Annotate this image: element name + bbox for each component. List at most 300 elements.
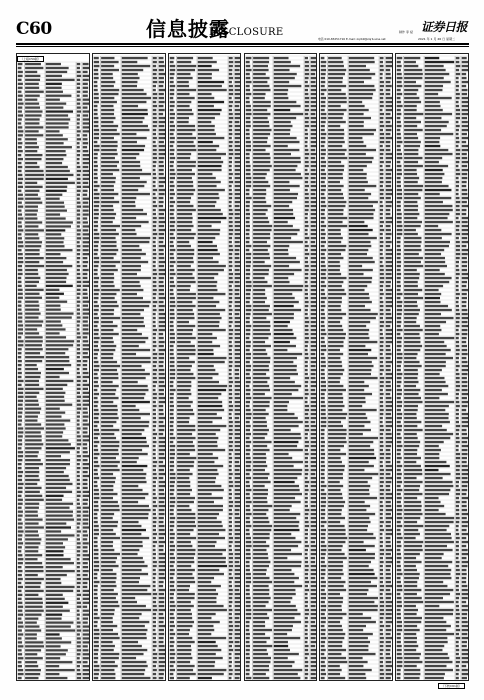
table-cell-text <box>304 553 307 555</box>
table-cell-text <box>159 525 165 527</box>
table-cell-text <box>328 281 343 283</box>
table-cell-text <box>234 253 239 255</box>
table-cell-text <box>321 221 325 223</box>
table-cell-text <box>253 557 268 559</box>
table-cell-text <box>304 253 308 255</box>
table-cell-text <box>228 145 232 147</box>
table-cell-text <box>397 185 401 187</box>
table-cell-text <box>169 61 173 63</box>
table-cell-text <box>94 89 98 91</box>
table-cell-text <box>153 597 157 599</box>
table-cell-text <box>169 557 174 559</box>
table-cell-text <box>77 610 80 612</box>
table-cell-text <box>349 485 370 487</box>
page-header <box>0 0 484 46</box>
table-cell-text <box>304 97 308 99</box>
table-cell-text <box>177 205 193 207</box>
table-cell-text <box>177 469 190 471</box>
table-cell-text <box>197 85 221 87</box>
table-cell-text <box>310 385 317 387</box>
table-cell-text <box>253 637 270 639</box>
table-cell-text <box>25 665 38 667</box>
table-cell-text <box>310 509 316 511</box>
table-cell-text <box>380 85 384 87</box>
table-cell-text <box>153 517 157 519</box>
table-cell-text <box>153 241 156 243</box>
table-cell-text <box>177 505 189 507</box>
table-cell-text <box>122 293 137 295</box>
table-cell-text <box>349 465 374 467</box>
table-cell-text <box>234 189 240 191</box>
table-cell-text <box>177 265 191 267</box>
table-cell-text <box>77 122 80 124</box>
table-cell-text <box>321 329 325 331</box>
table-cell-text <box>153 209 156 211</box>
table-cell-text <box>169 337 174 339</box>
table-cell-text <box>234 181 241 183</box>
table-cell-text <box>310 417 317 419</box>
table-cell-text <box>273 309 300 311</box>
table-cell-text <box>228 173 232 175</box>
table-cell-text <box>386 533 393 535</box>
table-cell-text <box>328 349 340 351</box>
table-cell-text <box>122 665 148 667</box>
table-cell-text <box>169 237 174 239</box>
table-cell-text <box>101 457 116 459</box>
table-cell-text <box>321 249 327 251</box>
table-cell-text <box>122 205 136 207</box>
table-cell-text <box>25 645 44 647</box>
table-cell-text <box>46 202 64 204</box>
table-cell-text <box>46 237 65 239</box>
table-cell-text <box>328 505 344 507</box>
table-cell-text <box>234 117 240 119</box>
table-cell-text <box>94 241 99 243</box>
table-cell-text <box>177 545 192 547</box>
table-cell-text <box>159 457 165 459</box>
table-cell-text <box>425 157 442 159</box>
table-cell-text <box>25 142 37 144</box>
table-cell-text <box>101 485 113 487</box>
table-cell-text <box>228 669 232 671</box>
table-cell-text <box>380 257 384 259</box>
table-cell-text <box>177 357 189 359</box>
table-cell-text <box>349 453 374 455</box>
table-cell-text <box>462 213 467 215</box>
table-cell-text <box>25 471 39 473</box>
table-cell-text <box>228 241 231 243</box>
table-cell-text <box>321 481 325 483</box>
table-cell-text <box>177 173 195 175</box>
table-cell-text <box>83 297 88 299</box>
table-cell-text <box>245 109 251 111</box>
table-cell-text <box>386 297 392 299</box>
table-cell-text <box>380 497 384 499</box>
table-cell-text <box>159 489 164 491</box>
table-cell-text <box>380 341 384 343</box>
table-cell-text <box>18 118 22 120</box>
table-cell-text <box>245 445 249 447</box>
table-cell-text <box>234 545 241 547</box>
table-cell-text <box>228 201 231 203</box>
table-cell-text <box>253 609 272 611</box>
table-cell-text <box>425 221 453 223</box>
table-cell-text <box>101 249 118 251</box>
table-cell-text <box>83 602 90 604</box>
table-cell-text <box>253 473 269 475</box>
table-cell-text <box>245 657 249 659</box>
table-cell-text <box>234 81 241 83</box>
table-cell-text <box>18 645 24 647</box>
table-cell-text <box>234 581 241 583</box>
table-cell-text <box>25 629 41 631</box>
table-cell-text <box>234 225 241 227</box>
table-cell-text <box>18 653 22 655</box>
table-cell-text <box>304 113 307 115</box>
table-cell-text <box>177 365 192 367</box>
table-cell-text <box>349 553 375 555</box>
table-cell-text <box>228 273 232 275</box>
table-cell-text <box>18 178 23 180</box>
table-cell-text <box>321 469 325 471</box>
table-cell-text <box>321 101 326 103</box>
table-cell-text <box>328 657 346 659</box>
table-cell-text <box>101 225 120 227</box>
table-cell-text <box>122 193 150 195</box>
table-cell-text <box>122 213 147 215</box>
table-cell-text <box>177 425 195 427</box>
table-cell-text <box>94 501 98 503</box>
table-cell-text <box>245 501 251 503</box>
table-cell-text <box>153 189 157 191</box>
table-cell-text <box>46 614 62 616</box>
table-cell-text <box>328 613 346 615</box>
table-cell-text <box>18 582 22 584</box>
table-cell-text <box>159 493 165 495</box>
table-cell-text <box>386 153 392 155</box>
table-cell-text <box>349 301 372 303</box>
table-cell-text <box>321 669 325 671</box>
table-cell-text <box>83 586 88 588</box>
table-cell-text <box>386 69 391 71</box>
table-cell-text <box>304 633 307 635</box>
table-cell-text <box>304 81 307 83</box>
table-cell-text <box>253 361 270 363</box>
table-cell-text <box>245 597 250 599</box>
table-cell-text <box>153 349 156 351</box>
table-cell-text <box>83 641 90 643</box>
table-cell-text <box>25 285 37 287</box>
table-cell-text <box>46 546 65 548</box>
table-cell-text <box>153 109 157 111</box>
table-cell-text <box>25 669 41 671</box>
table-cell-text <box>245 97 249 99</box>
table-cell-text <box>234 537 239 539</box>
table-cell-text <box>25 174 44 176</box>
table-cell-text <box>25 130 39 132</box>
table-cell-text <box>386 397 392 399</box>
table-cell-text <box>46 570 75 572</box>
table-cell-text <box>234 205 239 207</box>
table-cell-text <box>380 457 384 459</box>
table-cell-text <box>153 645 157 647</box>
table-cell-text <box>228 369 231 371</box>
table-cell-text <box>159 377 166 379</box>
table-cell-text <box>83 273 88 275</box>
table-cell-text <box>228 225 232 227</box>
table-cell-text <box>386 181 391 183</box>
table-cell-text <box>234 597 241 599</box>
table-cell-text <box>94 549 99 551</box>
table-cell-text <box>122 625 145 627</box>
table-cell-text <box>304 369 307 371</box>
table-cell-text <box>310 197 316 199</box>
table-cell-text <box>234 141 239 143</box>
table-cell-text <box>228 417 231 419</box>
table-cell-text <box>153 181 156 183</box>
table-cell-text <box>18 253 23 255</box>
table-cell-text <box>177 513 195 515</box>
table-cell-text <box>83 360 88 362</box>
table-cell-text <box>462 117 467 119</box>
table-cell-text <box>197 321 219 323</box>
table-cell-text <box>101 121 113 123</box>
table-cell-text <box>328 237 343 239</box>
table-cell-text <box>83 182 89 184</box>
table-cell-text <box>18 289 23 291</box>
table-cell-text <box>159 481 166 483</box>
table-cell-text <box>18 249 22 251</box>
table-cell-text <box>228 457 231 459</box>
table-cell-text <box>122 273 137 275</box>
table-cell-text <box>122 517 148 519</box>
table-cell-text <box>46 411 65 413</box>
table-cell-text <box>304 261 307 263</box>
table-cell-text <box>122 441 147 443</box>
table-cell-text <box>177 569 195 571</box>
table-cell-text <box>159 517 164 519</box>
table-cell-text <box>380 205 383 207</box>
table-cell-text <box>18 122 22 124</box>
table-cell-text <box>386 445 391 447</box>
table-cell-text <box>273 545 297 547</box>
table-cell-text <box>153 385 156 387</box>
table-cell-text <box>380 105 384 107</box>
table-cell-text <box>94 593 98 595</box>
table-cell-text <box>46 439 69 441</box>
table-cell-text <box>245 577 250 579</box>
table-cell-text <box>245 629 249 631</box>
table-cell-text <box>83 114 88 116</box>
table-cell-text <box>25 146 39 148</box>
table-cell-text <box>404 113 423 115</box>
table-cell-text <box>18 150 23 152</box>
table-cell-text <box>380 285 383 287</box>
table-cell-text <box>18 63 23 65</box>
table-cell-text <box>122 377 146 379</box>
table-cell-text <box>404 229 416 231</box>
table-cell-text <box>197 225 211 227</box>
table-cell-text <box>94 389 98 391</box>
table-cell-text <box>169 353 173 355</box>
table-cell-text <box>234 549 241 551</box>
table-cell-text <box>83 574 88 576</box>
table-cell-text <box>169 313 174 315</box>
table-cell-text <box>25 443 43 445</box>
table-cell-text <box>304 109 308 111</box>
table-cell-text <box>349 405 362 407</box>
table-cell-text <box>25 277 40 279</box>
table-cell-text <box>380 109 383 111</box>
table-cell-text <box>425 109 443 111</box>
table-cell-text <box>101 645 115 647</box>
table-cell-text <box>234 201 240 203</box>
table-cell-text <box>101 321 113 323</box>
table-cell-text <box>25 87 39 89</box>
table-cell-text <box>234 329 239 331</box>
table-cell-text <box>83 308 90 310</box>
table-cell-text <box>273 241 302 243</box>
table-cell-text <box>386 449 391 451</box>
table-cell-text <box>228 513 232 515</box>
table-cell-text <box>101 73 113 75</box>
table-cell-text <box>425 197 452 199</box>
table-cell-text <box>25 376 40 378</box>
table-cell-text <box>253 525 272 527</box>
table-cell-text <box>273 673 297 675</box>
table-cell-text <box>245 541 251 543</box>
table-cell-text <box>328 129 344 131</box>
table-cell-text <box>304 445 308 447</box>
table-cell-text <box>83 471 88 473</box>
table-cell-text <box>321 273 326 275</box>
table-cell-text <box>77 308 80 310</box>
table-cell-text <box>94 157 98 159</box>
table-cell-text <box>273 181 289 183</box>
table-cell-text <box>153 381 157 383</box>
table-cell-text <box>310 633 316 635</box>
table-cell-text <box>77 114 80 116</box>
table-cell-text <box>397 69 401 71</box>
table-cell-text <box>77 205 81 207</box>
table-cell-text <box>328 329 343 331</box>
table-cell-text <box>153 557 156 559</box>
table-cell-text <box>177 437 195 439</box>
table-cell-text <box>310 621 314 623</box>
table-cell-text <box>101 557 117 559</box>
table-cell-text <box>25 316 38 318</box>
table-cell-text <box>177 477 189 479</box>
table-cell-text <box>386 481 392 483</box>
table-cell-text <box>25 475 39 477</box>
table-cell-text <box>304 565 308 567</box>
table-cell-text <box>328 437 346 439</box>
table-cell-text <box>94 449 98 451</box>
table-cell-text <box>321 73 326 75</box>
table-cell-text <box>197 481 214 483</box>
table-cell-text <box>328 245 346 247</box>
table-cell-text <box>386 645 391 647</box>
table-cell-text <box>101 477 116 479</box>
table-cell-text <box>94 65 100 67</box>
table-cell-text <box>83 427 88 429</box>
table-cell-text <box>197 637 225 639</box>
table-cell-text <box>321 177 326 179</box>
table-cell-text <box>386 493 393 495</box>
table-cell-text <box>245 613 251 615</box>
table-cell-text <box>386 617 392 619</box>
table-cell-text <box>101 313 114 315</box>
table-cell-text <box>245 321 249 323</box>
table-cell-text <box>122 485 139 487</box>
table-cell-text <box>349 569 374 571</box>
table-cell-text <box>159 289 164 291</box>
table-cell-text <box>46 138 68 140</box>
table-cell-text <box>380 221 384 223</box>
table-cell-text <box>462 209 467 211</box>
table-cell-text <box>94 177 98 179</box>
table-cell-text <box>77 566 80 568</box>
table-column <box>16 53 90 681</box>
table-cell-text <box>153 461 157 463</box>
table-cell-text <box>77 459 81 461</box>
table-cell-text <box>253 657 271 659</box>
table-cell-text <box>228 81 231 83</box>
table-cell-text <box>101 489 113 491</box>
table-cell-text <box>234 357 239 359</box>
table-cell-text <box>177 429 195 431</box>
table-cell-text <box>83 665 90 667</box>
table-cell-text <box>380 553 384 555</box>
table-cell-text <box>245 57 251 59</box>
table-cell-text <box>94 209 99 211</box>
table-cell-text <box>177 293 196 295</box>
table-cell-text <box>83 138 88 140</box>
table-cell-text <box>304 497 307 499</box>
table-cell-text <box>380 433 383 435</box>
table-cell-text <box>349 333 369 335</box>
table-cell-text <box>380 117 384 119</box>
table-cell-text <box>253 141 267 143</box>
table-cell-text <box>46 455 61 457</box>
table-cell-text <box>245 201 249 203</box>
table-cell-text <box>234 461 239 463</box>
table-cell-text <box>159 145 165 147</box>
table-cell-text <box>159 301 164 303</box>
table-cell-text <box>380 385 384 387</box>
table-cell-text <box>304 233 307 235</box>
table-cell-text <box>245 125 250 127</box>
table-cell-text <box>310 225 315 227</box>
table-cell-text <box>77 142 80 144</box>
table-cell-text <box>197 177 215 179</box>
table-cell-text <box>122 77 140 79</box>
table-cell-text <box>94 525 99 527</box>
table-cell-text <box>386 393 391 395</box>
table-cell-text <box>83 447 88 449</box>
table-cell-text <box>153 105 157 107</box>
table-cell-text <box>18 376 22 378</box>
table-cell-text <box>273 505 291 507</box>
table-cell-text <box>321 265 326 267</box>
table-cell-text <box>25 162 37 164</box>
table-cell-text <box>153 601 156 603</box>
table-cell-text <box>46 289 60 291</box>
table-cell-text <box>83 384 90 386</box>
table-cell-text <box>169 669 174 671</box>
table-cell-text <box>77 118 80 120</box>
table-cell-text <box>101 605 119 607</box>
